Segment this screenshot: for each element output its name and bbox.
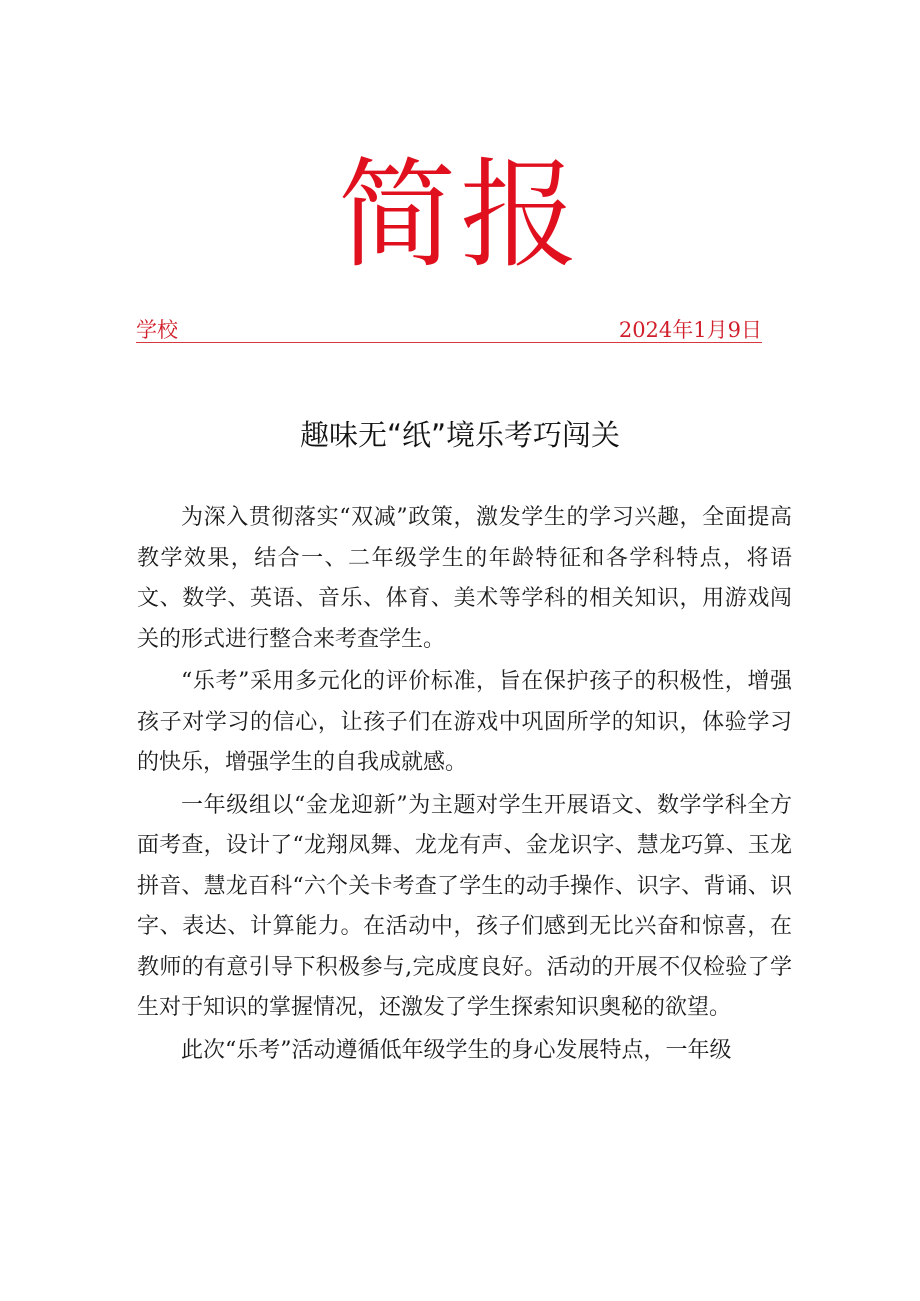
school-name: 学校 — [136, 318, 178, 342]
paragraph: 此次“乐考”活动遵循低年级学生的身心发展特点，一年级 — [181, 1037, 732, 1063]
article-title: 趣味无“纸”境乐考巧闯关 — [299, 418, 621, 452]
masthead-title: 简报 — [337, 146, 582, 284]
issue-date: 2024年1月9日 — [618, 318, 762, 342]
paragraph: “乐考”采用多元化的评价标准，旨在保护孩子的积极性，增强孩子对学习的信心，让孩子们在游戏中巩固所学的知识，体验学习的快乐，增强学生的自我成就感。 — [137, 669, 792, 775]
info-line — [136, 318, 762, 343]
paragraph: 一年级组以“金龙迎新”为主题对学生开展语文、数学学科全方面考查，设计了“龙翔凤舞、龙龙有声、金龙识字、慧龙巧算、玉龙拼音、慧龙百科“六个关卡考查了学生的动手操作、识字、背诵、识字、表达、计算能力。在活动中，孩子们感到无比兴奋和惊喜，在教师的有意引导下积极参与,完成度良好。活动的开展不仅检验了学生对于知识的掌握情况，还激发了学生探索知识奥秘的欲望。 — [137, 792, 792, 1020]
paragraph: 为深入贯彻落实“双减”政策，激发学生的学习兴趣，全面提高教学效果，结合一、二年级学生的年龄特征和各学科特点，将语文、数学、英语、音乐、体育、美术等学科的相关知识，用游戏闯关的形式进行整合来考查学生。 — [137, 505, 792, 652]
article-body — [137, 498, 792, 1073]
